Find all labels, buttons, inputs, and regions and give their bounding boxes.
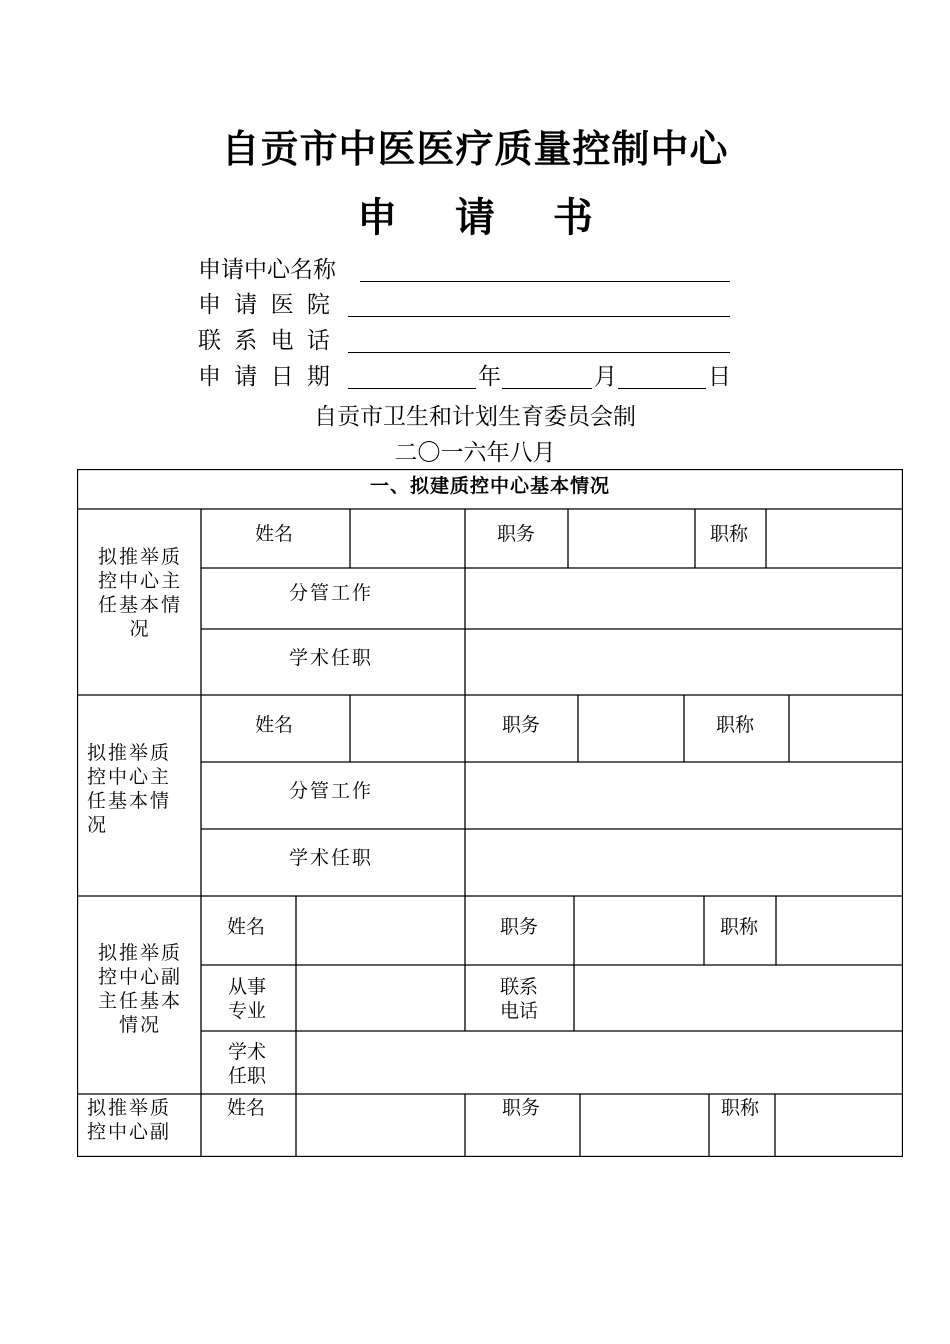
- month-label: 月: [594, 364, 617, 390]
- position-label-3: 职务: [500, 916, 539, 938]
- managed-work-label-1: 分管工作: [289, 582, 374, 604]
- day-input[interactable]: [618, 364, 706, 389]
- position-input-3[interactable]: [575, 897, 703, 964]
- specialty-label: 从事专业: [228, 976, 267, 1022]
- academic-post-label-1: 学术任职: [289, 647, 374, 669]
- position-input-1[interactable]: [569, 510, 694, 567]
- hospital-input[interactable]: [348, 292, 730, 317]
- name-input-3[interactable]: [297, 897, 464, 964]
- title-label-2: 职称: [716, 714, 755, 736]
- hospital-label: 申 请 医 院: [198, 292, 333, 318]
- deputy-label: 拟推举质控中心副主任基本情况: [97, 942, 182, 1036]
- name-input-1[interactable]: [351, 510, 464, 567]
- phone-row: [198, 324, 738, 358]
- name-label-2: 姓名: [255, 714, 294, 736]
- name-label-4: 姓名: [227, 1097, 266, 1119]
- managed-work-label-2: 分管工作: [289, 780, 374, 802]
- position-label-2: 职务: [502, 714, 541, 736]
- issue-date-text: 二〇一六年八月: [394, 440, 556, 466]
- center-name-input[interactable]: [360, 257, 730, 282]
- contact-phone-label: 联系电话: [500, 976, 539, 1022]
- title-label-3: 职称: [720, 916, 759, 938]
- year-input[interactable]: [348, 364, 476, 389]
- date-row: [198, 360, 738, 394]
- position-label-1: 职务: [497, 523, 536, 545]
- director-label-2: 拟推举质控中心主任基本情况: [87, 742, 172, 836]
- academic-post-label-3: 学术任职: [228, 1041, 267, 1087]
- name-label-1: 姓名: [255, 523, 294, 545]
- academic-post-input-2[interactable]: [466, 830, 902, 895]
- section-title: 一、拟建质控中心基本情况: [369, 475, 610, 497]
- title-label-1: 职称: [710, 523, 749, 545]
- title-label-4: 职称: [721, 1097, 760, 1119]
- center-name-label: 申请中心名称: [198, 257, 336, 283]
- name-input-2[interactable]: [351, 696, 464, 761]
- position-input-2[interactable]: [579, 696, 683, 761]
- position-input-4[interactable]: [581, 1095, 708, 1156]
- year-label: 年: [478, 364, 501, 390]
- phone-label: 联 系 电 话: [198, 328, 333, 354]
- phone-input[interactable]: [348, 328, 730, 353]
- document-title: 自贡市中医医疗质量控制中心: [221, 126, 729, 171]
- specialty-input[interactable]: [297, 966, 464, 1030]
- name-input-4[interactable]: [297, 1095, 464, 1156]
- date-label: 申 请 日 期: [198, 364, 333, 390]
- center-name-row: [198, 253, 738, 287]
- position-label-4: 职务: [502, 1097, 541, 1119]
- managed-work-input-2[interactable]: [466, 763, 902, 828]
- title-input-4[interactable]: [776, 1095, 902, 1156]
- issuer-text: 自贡市卫生和计划生育委员会制: [314, 404, 636, 430]
- name-label-3: 姓名: [227, 916, 266, 938]
- director-label-1: 拟推举质控中心主任基本情况: [97, 546, 182, 640]
- academic-post-label-2: 学术任职: [289, 847, 374, 869]
- hospital-row: [198, 288, 738, 322]
- managed-work-input-1[interactable]: [466, 569, 902, 628]
- contact-phone-input[interactable]: [575, 966, 902, 1030]
- title-input-2[interactable]: [790, 696, 902, 761]
- academic-post-input-3[interactable]: [297, 1032, 902, 1093]
- title-input-1[interactable]: [767, 510, 902, 567]
- day-label: 日: [708, 364, 731, 390]
- deputy-label-partial: 拟推举质控中心副: [87, 1097, 172, 1143]
- document-subtitle: 申 请 书: [357, 194, 615, 241]
- month-input[interactable]: [502, 364, 592, 389]
- academic-post-input-1[interactable]: [466, 630, 902, 694]
- basic-info-table: [77, 469, 903, 1157]
- title-input-3[interactable]: [777, 897, 902, 964]
